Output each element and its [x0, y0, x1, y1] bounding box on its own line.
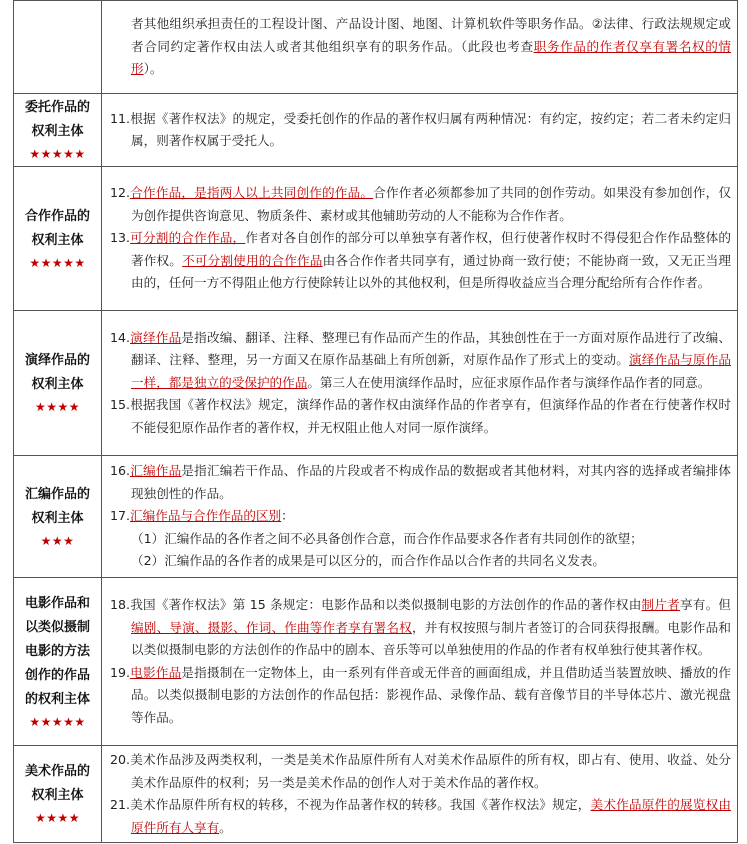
row-content-cell — [102, 94, 738, 167]
highlighted-text: 编剧、导演、摄影、作词、作曲等作者享有署名权 — [131, 619, 412, 635]
highlighted-text: 不可分割使用的合作作品 — [182, 252, 323, 268]
highlighted-text: 职务作品的作者仅享有署名权的情形 — [131, 38, 732, 77]
importance-stars: ★★★★★ — [29, 255, 86, 270]
table-row — [14, 456, 738, 578]
text-segment: 合作作者必须都参加了共同的创作劳动。如果没有参加创作，仅为创作提供咨询意见、物质条件、素材或其他辅助劳动的人不能称为合作作者。 — [131, 185, 732, 223]
text-segment: 是指摄制在一定物体上，由一系列有伴音或无伴音的画面组成，并且借助适当装置放映、播放的作品。以类似摄制电影的方法创作的作品包括：影视作品、录像作品、载有音像节目的半导体芯片、激光视盘等作品。 — [131, 664, 732, 725]
text-segment: 14. — [110, 329, 131, 345]
text-segment: 由各合作作者共同享有，通过协商一致行使；不能协商一致，又无正当理由的，任何一方不得阻止他方行使除转让以外的其他权利，但是所得收益应当合理分配给所有合作作者。 — [131, 252, 732, 291]
row-label-cell — [14, 94, 102, 167]
table-row — [14, 311, 738, 456]
row-content-cell — [102, 167, 738, 311]
note-paragraph — [110, 227, 731, 295]
highlighted-text: 制片者 — [641, 597, 680, 612]
text-segment: 18.我国《著作权法》第 15 条规定：电影作品和以类似摄制电影的方法创作的作品的著作权由 — [110, 597, 642, 612]
note-paragraph — [110, 505, 731, 528]
row-content-cell — [102, 456, 738, 578]
importance-stars: ★★★★ — [34, 811, 81, 825]
highlighted-text: 演绎作品 — [130, 329, 182, 345]
table-row — [14, 746, 738, 843]
text-segment: 12. — [110, 185, 131, 201]
importance-stars: ★★★★★ — [29, 714, 86, 729]
note-paragraph — [110, 108, 731, 153]
row-label-cell — [14, 456, 102, 578]
row-label-cell — [14, 578, 102, 746]
text-segment: 。 — [219, 819, 232, 835]
highlighted-text: 电影作品 — [130, 664, 182, 680]
row-label-cell — [14, 1, 102, 94]
text-segment: ，并有权按照与制片者签订的合同获得报酬。电影作品和以类似摄制电影的方法创作的作品中的剧本、音乐等可以单独使用的作品的作者有权单独行使其著作权。 — [131, 619, 732, 657]
text-segment: 21.美术作品原件所有权的转移，不视为作品著作权的转移。我国《著作权法》规定， — [110, 797, 591, 812]
row-title: 委托作品的 权利主体 — [24, 100, 90, 139]
table-row — [14, 578, 738, 746]
text-segment: （1）汇编作品的各作者之间不必具备创作合意，而合作作品要求各作者有共同创作的欲望； — [131, 530, 643, 546]
note-paragraph — [110, 749, 731, 794]
highlighted-text: 可分割的合作作品， — [130, 230, 246, 246]
text-segment: ）。 — [143, 61, 163, 77]
text-segment: 15.根据我国《著作权法》规定，演绎作品的著作权由演绎作品的作者享有，但演绎作品的作者在行使著作权时不能侵犯原作品作者的著作权，并无权阻止他人对同一原作演绎。 — [110, 397, 731, 435]
note-paragraph — [110, 594, 731, 662]
table-row — [14, 94, 738, 167]
text-segment: 是指改编、翻译、注释、整理已有作品而产生的作品，其独创性在于一方面对原作品进行了改编、翻译、注释、整理，另一方面又在原作品基础上有所创新，对原作品作了形式上的变动。 — [131, 329, 732, 368]
note-paragraph — [110, 182, 731, 227]
text-segment: 作者对各自创作的部分可以单独享有著作权，但行使著作权时不得侵犯合作作品整体的著作权。 — [131, 230, 732, 268]
text-segment: 。第三人在使用演绎作品时，应征求原作品作者与演绎作品作者的同意。 — [307, 374, 711, 390]
text-segment: 20.美术作品涉及两类权利，一类是美术作品原件所有人对美术作品原件的所有权，即占有、使用、收益、处分美术作品原件的权利；另一类是美术作品的创作人对于美术作品的著作权。 — [110, 752, 731, 790]
row-title: 演绎作品的 权利主体 — [24, 353, 90, 392]
row-label-cell — [14, 746, 102, 843]
highlighted-text: 合作作品，是指两人以上共同创作的作品。 — [130, 185, 374, 201]
text-segment: ： — [281, 508, 294, 524]
note-paragraph — [110, 794, 731, 839]
row-label-cell — [14, 167, 102, 311]
note-paragraph — [110, 662, 731, 730]
table-row — [14, 1, 738, 94]
text-segment: 享有。但 — [679, 597, 732, 612]
row-title: 美术作品的 权利主体 — [24, 764, 90, 803]
note-paragraph — [110, 327, 731, 395]
table-row — [14, 167, 738, 311]
row-title: 汇编作品的 权利主体 — [24, 486, 90, 526]
row-label-cell — [14, 311, 102, 456]
note-paragraph — [110, 13, 731, 81]
text-segment: 19. — [110, 664, 131, 680]
row-content-cell — [102, 746, 738, 843]
text-segment: 16. — [110, 463, 131, 479]
row-content-cell — [102, 311, 738, 456]
notes-table — [13, 0, 738, 843]
highlighted-text: 演绎作品与原作品一样，都是独立的受保护的作品 — [131, 352, 732, 390]
note-paragraph — [110, 460, 731, 505]
text-segment: （2）汇编作品的各作者的成果是可以区分的，而合作作品以合作者的共同名义发表。 — [131, 553, 605, 569]
text-segment: 13. — [110, 230, 131, 246]
text-segment: 11.根据《著作权法》的规定，受委托创作的作品的著作权归属有两种情况：有约定，按约定；若二者未约定归属，则著作权属于受托人。 — [110, 110, 731, 148]
importance-stars: ★★★★★ — [29, 147, 86, 161]
highlighted-text: 汇编作品 — [130, 463, 182, 479]
row-content-cell — [102, 578, 738, 746]
text-segment: 者其他组织承担责任的工程设计图、产品设计图、地图、计算机软件等职务作品。②法律、行政法规规定或者合同约定著作权由法人或者其他组织享有的职务作品。（此段也考查 — [131, 16, 731, 54]
highlighted-text: 汇编作品与合作作品的区别 — [130, 508, 282, 524]
row-title: 合作作品的 权利主体 — [24, 208, 90, 248]
note-paragraph — [110, 394, 731, 439]
importance-stars: ★★★ — [40, 533, 75, 548]
importance-stars: ★★★★ — [34, 400, 81, 414]
row-title: 电影作品和 以类似摄制 电影的方法 创作的作品 的权利主体 — [24, 595, 90, 707]
row-content-cell — [102, 1, 738, 94]
text-segment: 17. — [110, 508, 131, 524]
note-paragraph — [110, 550, 731, 573]
note-paragraph — [110, 528, 731, 551]
text-segment: 是指汇编若干作品、作品的片段或者不构成作品的数据或者其他材料，对其内容的选择或者编排体现独创性的作品。 — [131, 463, 732, 501]
highlighted-text: 美术作品原件的展览权由原件所有人享有 — [131, 797, 732, 835]
